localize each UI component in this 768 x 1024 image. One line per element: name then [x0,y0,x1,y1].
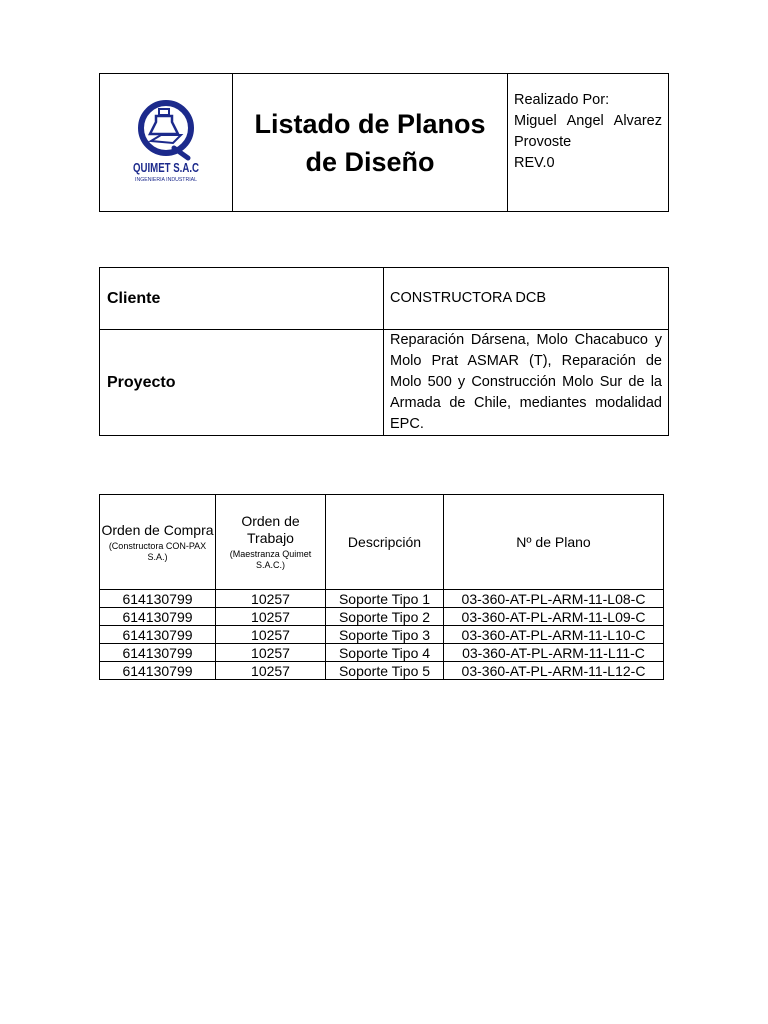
info-revision: REV.0 [514,155,555,171]
cell-orden-trabajo: 10257 [216,590,326,608]
table-header-row [100,495,664,590]
header-orden-trabajo-sub: (Maestranza Quimet S.A.C.) [229,549,312,570]
header-orden-trabajo [216,495,326,590]
table-row [100,608,664,626]
cell-orden-compra: 614130799 [100,662,216,680]
table-row [100,662,664,680]
header-numero-plano: Nº de Plano [444,495,664,590]
header-orden-compra-sub: (Constructora CON-PAX S.A.) [108,540,207,562]
table-row [100,644,664,662]
info-author-surname: Provoste [514,134,572,150]
logo-tagline: INGENIERIA INDUSTRIAL [135,176,198,183]
cell-orden-compra: 614130799 [100,626,216,644]
cell-numero-plano: 03-360-AT-PL-ARM-11-L11-C [444,644,664,662]
title-line-2: de Diseño [305,146,435,177]
cell-descripcion: Soporte Tipo 1 [326,590,444,608]
header-orden-trabajo-label: Orden de Trabajo [241,513,300,546]
cell-descripcion: Soporte Tipo 3 [326,626,444,644]
info-author-name: Miguel Angel Alvarez [514,113,662,129]
title-line-1: Listado de Planos [254,108,486,139]
cell-numero-plano: 03-360-AT-PL-ARM-11-L08-C [444,590,664,608]
cell-descripcion: Soporte Tipo 2 [326,608,444,626]
cell-descripcion: Soporte Tipo 5 [326,662,444,680]
author-info [508,74,669,212]
client-table [99,267,669,436]
logo-brand: QUIMET S.A.C [133,159,200,175]
cliente-label: Cliente [100,268,384,330]
cell-numero-plano: 03-360-AT-PL-ARM-11-L10-C [444,626,664,644]
cliente-value: CONSTRUCTORA DCB [384,268,669,330]
cell-orden-compra: 614130799 [100,644,216,662]
cell-descripcion: Soporte Tipo 4 [326,644,444,662]
proyecto-label: Proyecto [100,330,384,436]
proyecto-value: Reparación Dársena, Molo Chacabuco y Molo Prat ASMAR (T), Reparación de Molo 500 y Construcción Molo Sur de la Armada de Chile, mediantes modalidad EPC. [384,330,669,436]
header-table [99,73,669,212]
header-descripcion: Descripción [326,495,444,590]
info-realizado: Realizado Por: [514,92,610,108]
cell-orden-trabajo: 10257 [216,662,326,680]
page-title [233,74,508,212]
quimet-logo-icon [119,96,213,190]
cell-orden-trabajo: 10257 [216,608,326,626]
cell-orden-compra: 614130799 [100,608,216,626]
cell-orden-trabajo: 10257 [216,626,326,644]
header-orden-compra [100,495,216,590]
plans-table [99,494,664,680]
logo-cell [100,74,233,212]
cell-orden-compra: 614130799 [100,590,216,608]
table-row [100,626,664,644]
cell-numero-plano: 03-360-AT-PL-ARM-11-L12-C [444,662,664,680]
cell-numero-plano: 03-360-AT-PL-ARM-11-L09-C [444,608,664,626]
cell-orden-trabajo: 10257 [216,644,326,662]
table-row [100,590,664,608]
header-orden-compra-label: Orden de Compra [101,521,214,538]
